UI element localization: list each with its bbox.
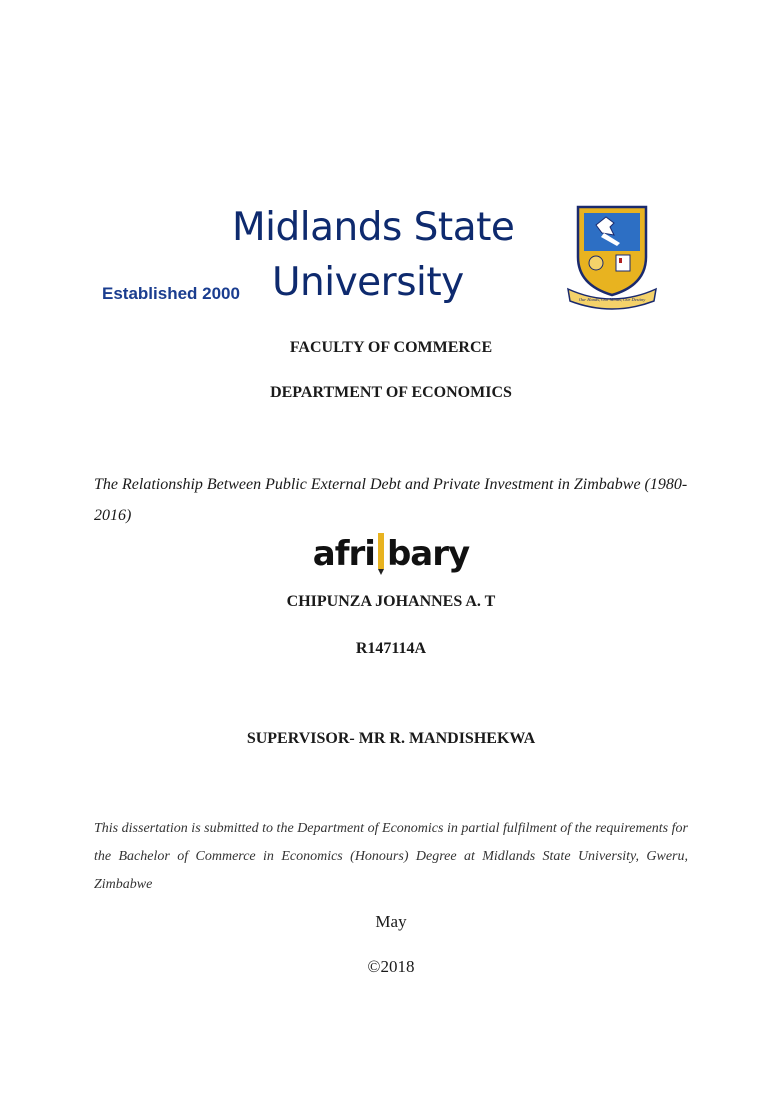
registration-number: R147114A [355,640,427,657]
logo-part-1: afri [312,534,375,574]
university-crest-icon [566,205,658,311]
watermark-logo-row [0,533,782,574]
established-label: Established 2000 [102,284,240,303]
copyright-year: ©2018 [367,957,415,976]
supervisor-line: SUPERVISOR- MR R. MANDISHEKWA [246,730,536,747]
logo-part-2: bary [386,534,470,574]
thesis-title: The Relationship Between Public External Debt and Private Investment in Zimbabwe (1980-2016) [94,476,688,524]
submission-month: May [375,912,407,931]
author-name: CHIPUNZA JOHANNES A. T [286,593,496,610]
university-name-line-1: Midlands State [232,205,515,250]
crest-motto: Our Hands, Our Minds, Our Destiny [578,297,646,302]
pencil-icon [378,533,384,569]
faculty-heading: FACULTY OF COMMERCE [289,339,493,356]
university-name-line-2: University [272,260,464,305]
submission-statement: This dissertation is submitted to the Department of Economics in partial fulfilment of the requirements for the Bachelor of Commerce in Economics (Honours) Degree at Midlands State University, Gweru, Zimbabwe [94,821,688,892]
afribary-logo [313,533,469,574]
department-heading: DEPARTMENT OF ECONOMICS [270,384,512,401]
